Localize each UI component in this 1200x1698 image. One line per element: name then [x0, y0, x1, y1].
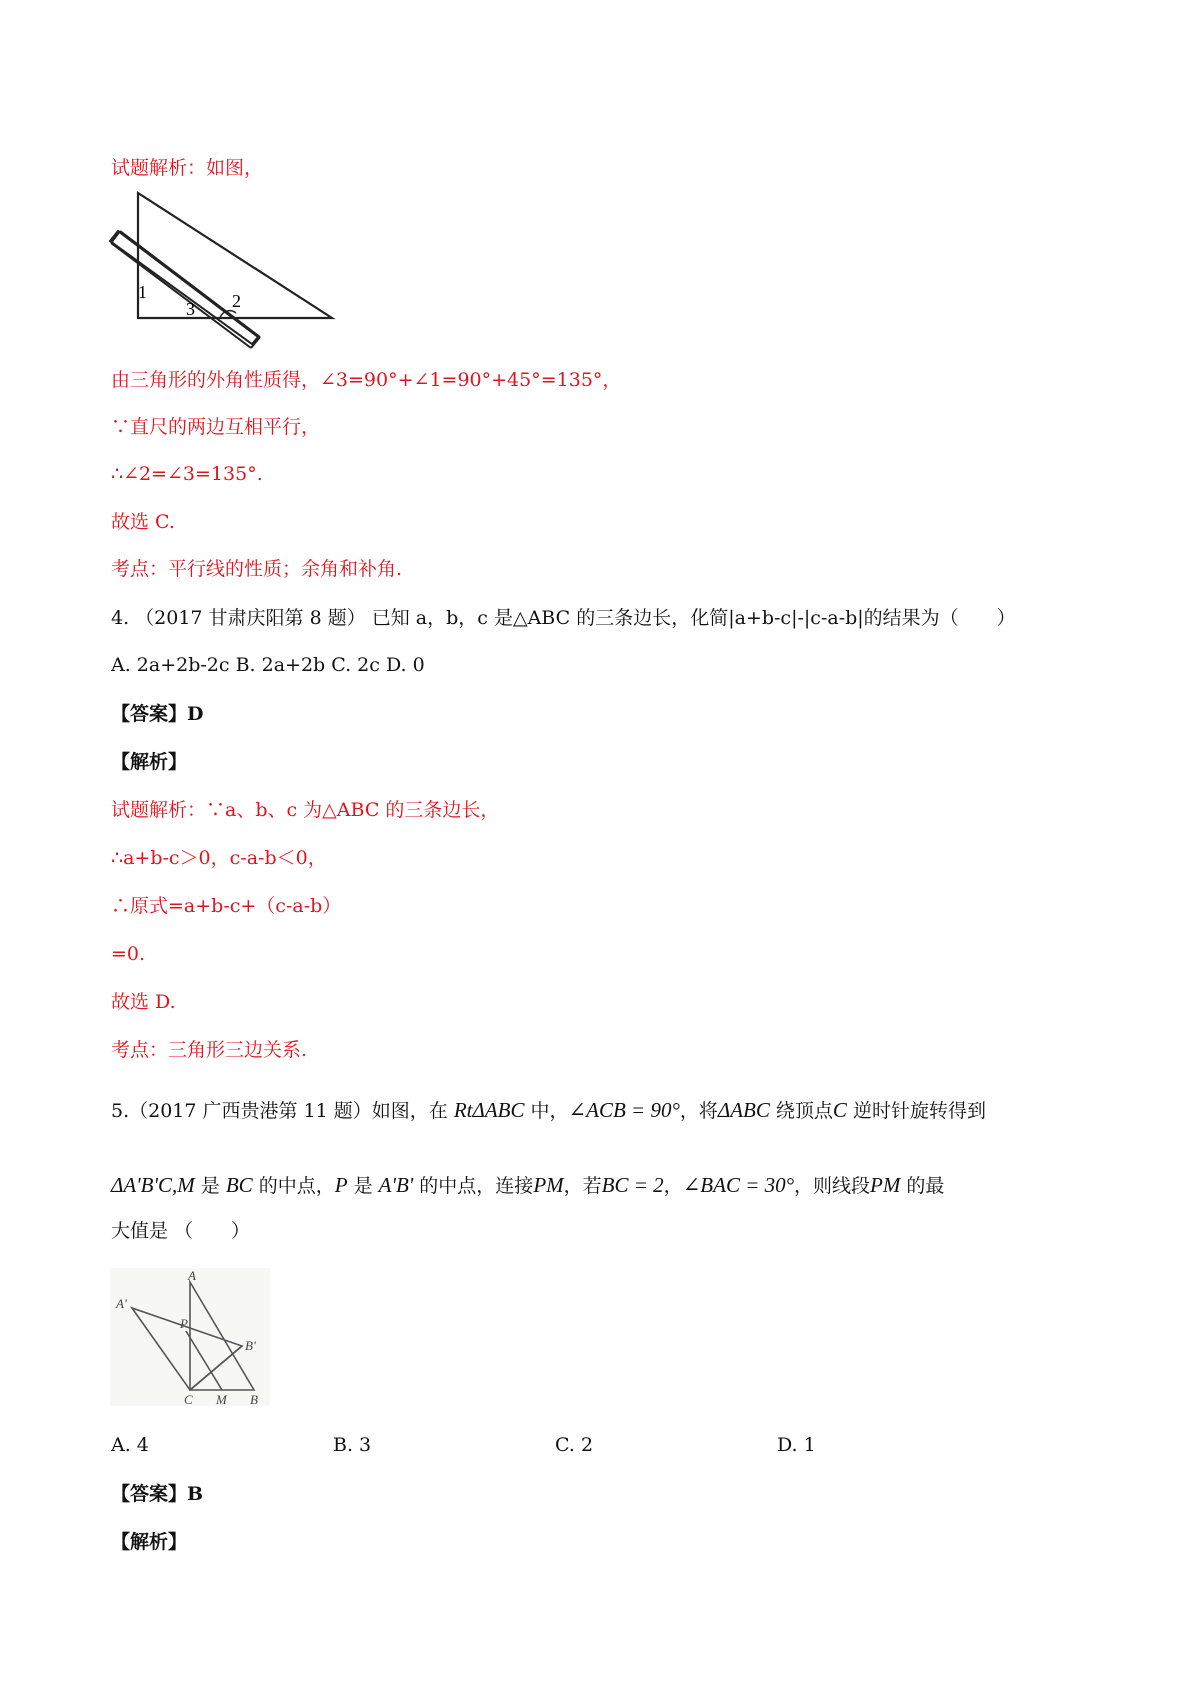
angle-1-label: 1	[138, 282, 147, 302]
q5-text: ，	[663, 1175, 683, 1197]
label-M: M	[216, 1392, 227, 1406]
label-B: B	[250, 1392, 258, 1406]
q5-text: ，则线段	[794, 1175, 871, 1197]
q5-analysis-label: 【解析】	[111, 1531, 188, 1553]
q5-math: ∠BAC = 30°	[682, 1173, 795, 1197]
analysis-step-2: ∵直尺的两边互相平行，	[111, 416, 321, 438]
analysis-point: 考点：平行线的性质；余角和补角.	[111, 558, 403, 580]
q4-options: A. 2a+2b-2c B. 2a+2b C. 2c D. 0	[111, 654, 425, 676]
q4-step-3: ∴原式=a+b-c+（c-a-b）	[111, 895, 342, 917]
analysis-step-3: ∴∠2=∠3=135°.	[111, 463, 263, 485]
q4-choice: 故选 D.	[111, 991, 176, 1013]
q5-stem-line-3: 大值是 （ ）	[111, 1220, 251, 1242]
q5-math: P	[334, 1173, 348, 1197]
q5-math: BC = 2	[601, 1173, 664, 1197]
q4-point: 考点：三角形三边关系.	[111, 1039, 308, 1061]
q5-math: ΔA'B'C,M	[111, 1173, 195, 1197]
q5-math: A'B'	[378, 1173, 414, 1197]
q5-math: PM	[533, 1173, 564, 1197]
label-P: P	[180, 1316, 188, 1331]
q5-text: 是	[347, 1175, 379, 1197]
label-C: C	[184, 1392, 193, 1406]
q5-text: 5.（2017 广西贵港第 11 题）如图，在	[111, 1100, 454, 1122]
analysis-step-1: 由三角形的外角性质得，∠3=90°+∠1=90°+45°=135°，	[111, 369, 622, 391]
q5-text: 中，	[524, 1100, 569, 1122]
label-A: A	[188, 1268, 196, 1283]
q5-option-c: C. 2	[555, 1434, 594, 1456]
q4-stem: 4. （2017 甘肃庆阳第 8 题） 已知 a，b，c 是△ABC 的三条边长，化简|a+b-c|-|c-a-b|的结果为（ ）	[111, 607, 1016, 629]
q4-step-1: 试题解析：∵a、b、c 为△ABC 的三条边长，	[111, 799, 500, 821]
q5-text: ，若	[563, 1175, 602, 1197]
q5-stem-line-2	[111, 1172, 944, 1199]
q5-math: C	[832, 1098, 847, 1122]
q5-math: ΔABC	[717, 1098, 770, 1122]
q5-option-b: B. 3	[333, 1434, 372, 1456]
q5-text: 是	[194, 1175, 226, 1197]
q4-step-4: =0.	[111, 943, 146, 965]
q5-stem-line-1	[111, 1097, 986, 1124]
q5-option-d: D. 1	[777, 1434, 816, 1456]
ruler-triangle-figure	[100, 185, 340, 350]
analysis-choice: 故选 C.	[111, 511, 175, 533]
analysis-intro: 试题解析：如图，	[111, 157, 264, 179]
q5-text: 绕顶点	[769, 1100, 833, 1122]
q5-math: PM	[870, 1173, 901, 1197]
q4-step-2: ∴a+b-c＞0，c-a-b＜0，	[111, 847, 327, 869]
q5-text: 逆时针旋转得到	[846, 1100, 986, 1122]
q5-text: 的中点，连接	[413, 1175, 534, 1197]
angle-3-label: 3	[186, 299, 195, 319]
rotation-figure	[110, 1268, 270, 1406]
q5-math: ∠ACB = 90°	[568, 1098, 680, 1122]
q5-math: BC	[225, 1173, 253, 1197]
label-B-prime: B'	[245, 1338, 256, 1353]
q5-math: RtΔABC	[453, 1098, 525, 1122]
angle-2-label: 2	[232, 291, 241, 311]
q4-answer: 【答案】D	[111, 703, 204, 725]
q5-text: ，将	[679, 1100, 718, 1122]
q5-text: 的最	[900, 1175, 945, 1197]
label-A-prime: A'	[116, 1296, 127, 1311]
q5-option-a: A. 4	[111, 1434, 149, 1456]
q5-text: 的中点，	[252, 1175, 335, 1197]
q4-analysis-label: 【解析】	[111, 751, 188, 773]
q5-answer: 【答案】B	[111, 1483, 204, 1505]
